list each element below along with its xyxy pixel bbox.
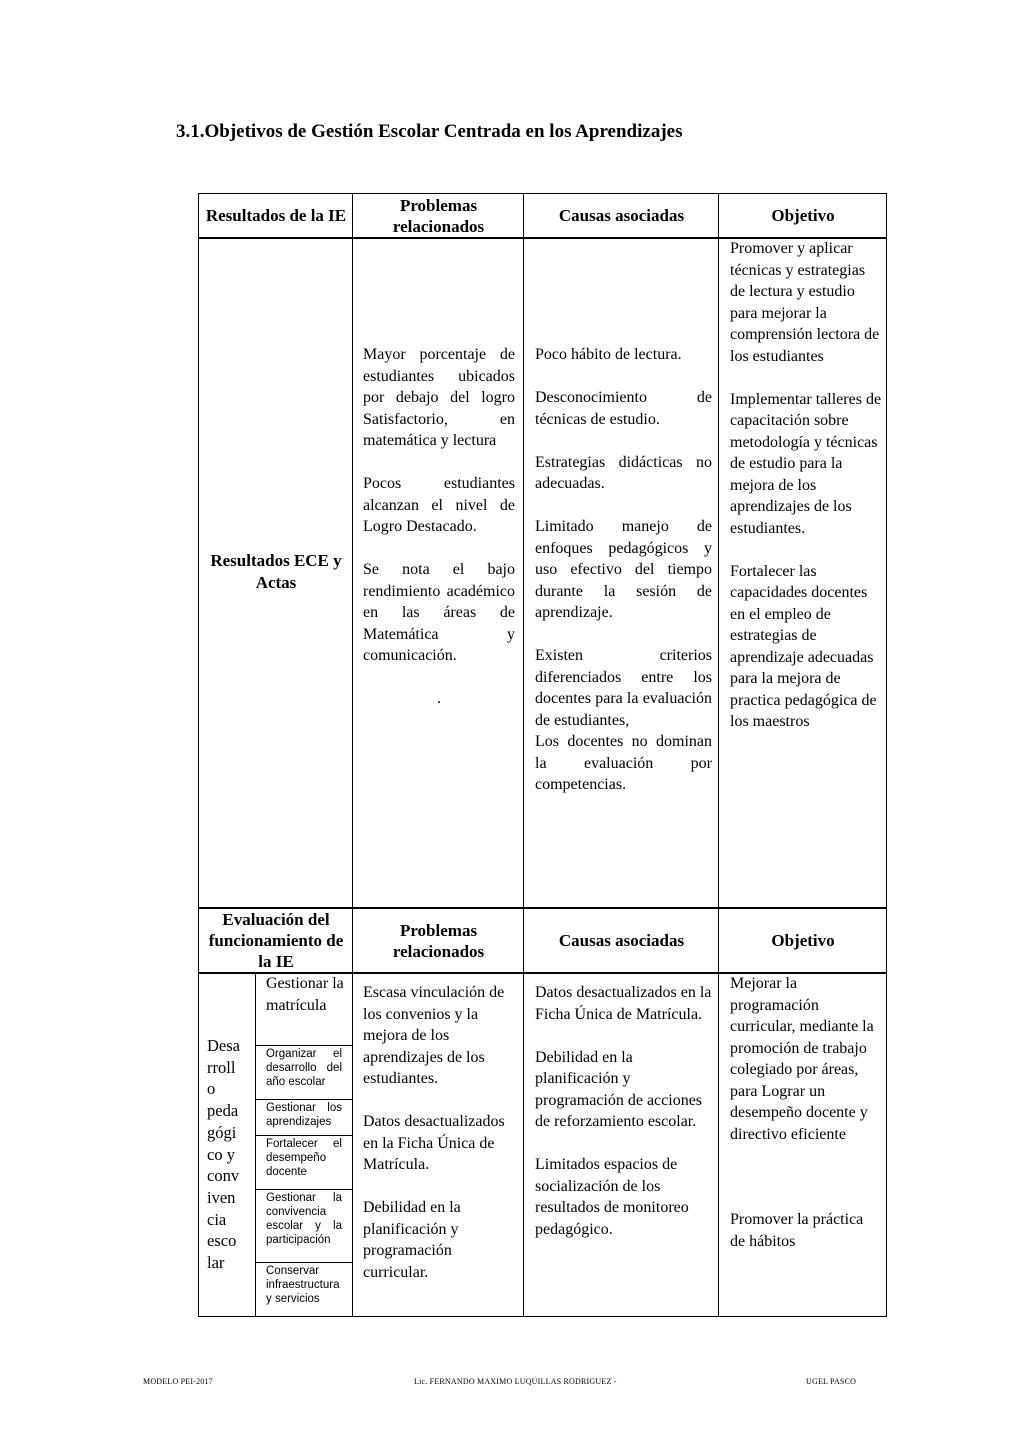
row-label-line: cia	[207, 1209, 227, 1229]
header-problemas-text: Problemas relacionados	[392, 195, 485, 236]
header-causas-2-text: Causas asociadas	[558, 931, 685, 950]
problem-item: Datos desactualizados en la Ficha Única de Matrícula.	[363, 1113, 505, 1173]
causes-column-2	[535, 982, 712, 1240]
objectives-column-2	[730, 973, 882, 1252]
objective-item: Mejorar la programación curricular, mediante la promoción de trabajo colegiado por áreas, para Lograr un desempeño docente y directivo eficiente	[730, 975, 874, 1143]
subitem-conservar-infraestructura: Conservar infraestructura y servicios	[266, 1265, 340, 1305]
footer-right: UGEL PASCO	[806, 1377, 857, 1386]
problem-item: Mayor porcentaje de estudiantes ubicados por debajo del logro Satisfactorio, en matemática y lectura	[363, 346, 515, 449]
cause-item: Estrategias didácticas no adecuadas.	[535, 453, 712, 492]
subitem-gestionar-aprendizajes: Gestionar los aprendizajes	[266, 1102, 342, 1128]
row-label-line: Desa	[207, 1036, 240, 1055]
objective-item: Promover y aplicar técnicas y estrategias de lectura y estudio para mejorar la comprensión lectora de los estudiantes	[730, 240, 880, 365]
header-objetivo	[720, 194, 886, 237]
problem-item: Se nota el bajo rendimiento académico en las áreas de Matemática y comunicación.	[363, 561, 515, 664]
row-label-line: co y	[207, 1144, 235, 1164]
row-label-line: rroll	[207, 1057, 236, 1077]
header-problemas-2	[354, 909, 523, 972]
cause-item: Existen criterios diferenciados entre los docentes para la evaluación de estudiantes,	[535, 647, 712, 729]
objectives-column-1	[730, 238, 882, 733]
subitem-fortalecer-desempeno: Fortalecer el desempeño docente	[266, 1138, 342, 1178]
header-objetivo-2-text: Objetivo	[771, 931, 835, 950]
header-resultados	[200, 194, 352, 237]
header-problemas-2-text: Problemas relacionados	[392, 920, 485, 961]
header-problemas	[354, 194, 523, 237]
header-resultados-text: Resultados de la IE	[205, 206, 347, 225]
objective-item: Promover la práctica de hábitos	[730, 1211, 864, 1250]
header-causas-2	[525, 909, 718, 972]
cause-item: Desconocimiento de técnicas de estudio.	[535, 389, 712, 428]
row-label-desarrollo	[207, 1035, 255, 1274]
cause-item: Datos desactualizados en la Ficha Única de Matrícula.	[535, 984, 712, 1023]
footer-center: Lic. FERNANDO MAXIMO LUQUILLAS RODRIGUEZ -	[414, 1377, 617, 1386]
problem-item: Escasa vinculación de los convenios y la mejora de los aprendizajes de los estudiantes.	[363, 984, 505, 1087]
header-objetivo-2	[720, 909, 886, 972]
objective-item: Fortalecer las capacidades docentes en el empleo de estrategias de aprendizaje adecuadas para la mejora de practica pedagógica de los maestros	[730, 562, 877, 730]
subitem-gestionar-convivencia: Gestionar la convivencia escolar y la participación	[266, 1192, 342, 1246]
subitem-organizar-anio: Organizar el desarrollo del año escolar	[266, 1048, 342, 1088]
subitem-gestionar-matricula: Gestionar la matrícula	[266, 975, 344, 1014]
problems-column-2	[363, 982, 515, 1283]
objective-item: Implementar talleres de capacitación sobre metodología y técnicas de estudio para la mejora de los aprendizajes de los estudiantes.	[730, 390, 882, 537]
problems-column-1	[363, 344, 515, 710]
row-label-line: conv	[207, 1166, 240, 1186]
cause-item: Poco hábito de lectura.	[535, 346, 682, 363]
header-evaluacion	[200, 909, 352, 972]
problem-item: Pocos estudiantes alcanzan el nivel de Logro Destacado.	[363, 475, 515, 535]
row-label-resultados: Resultados ECE y Actas	[210, 551, 342, 592]
header-evaluacion-text: Evaluación del funcionamiento de la IE	[208, 910, 344, 971]
row-label-line: o	[207, 1079, 216, 1099]
header-causas-text: Causas asociadas	[558, 206, 685, 225]
footer-left: MODELO PEI-2017	[143, 1377, 213, 1386]
row-label-line: lar	[207, 1253, 225, 1273]
causes-column-1	[535, 344, 712, 796]
header-objetivo-text: Objetivo	[771, 206, 835, 225]
problem-item: Debilidad en la planificación y programación curricular.	[363, 1199, 461, 1281]
problem-dot: .	[437, 690, 441, 707]
row-label-line: peda	[207, 1101, 239, 1121]
header-causas	[525, 194, 718, 237]
section-heading: 3.1.Objetivos de Gestión Escolar Centrada en los Aprendizajes	[176, 121, 683, 142]
cause-item: Limitado manejo de enfoques pedagógicos y uso efectivo del tiempo durante la sesión de aprendizaje.	[535, 518, 712, 621]
cause-item: Debilidad en la planificación y programación de acciones de reforzamiento escolar.	[535, 1048, 703, 1130]
cause-item: Limitados espacios de socialización de los resultados de monitoreo pedagógico.	[535, 1156, 689, 1238]
cause-item: Los docentes no dominan la evaluación por competencias.	[535, 733, 712, 793]
row-label-line: gógi	[207, 1122, 237, 1142]
row-label-line: esco	[207, 1231, 237, 1251]
row-label-line: iven	[207, 1187, 236, 1207]
